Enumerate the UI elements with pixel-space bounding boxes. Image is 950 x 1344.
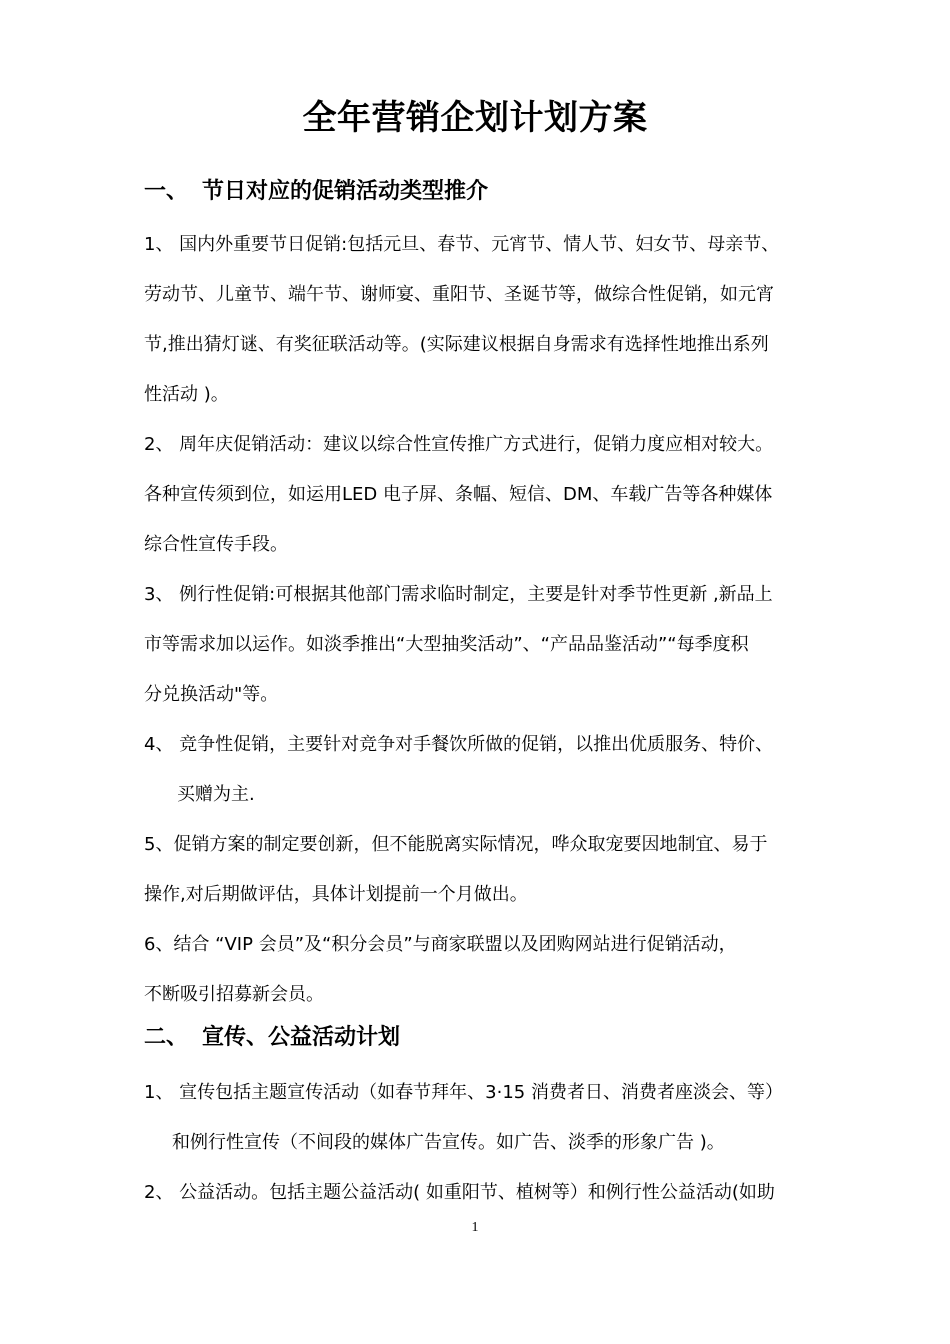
paragraph-line: 节,推出猜灯谜、有奖征联活动等。(实际建议根据自身需求有选择性地推出系列 (144, 334, 769, 355)
paragraph-line: 1、 国内外重要节日促销:包括元旦、春节、元宵节、情人节、妇女节、母亲节、 (144, 234, 780, 255)
section-heading-2 (144, 1022, 400, 1054)
paragraph-line: 不断吸引招募新会员。 (144, 984, 324, 1005)
paragraph-line: 市等需求加以运作。如淡季推出“大型抽奖活动”、“产品品鉴活动”“每季度积 (144, 634, 749, 655)
paragraph-line: 5、促销方案的制定要创新，但不能脱离实际情况，哗众取宠要因地制宜、易于 (144, 834, 768, 855)
section-title: 宣传、公益活动计划 (202, 1025, 401, 1050)
paragraph-line: 性活动 )。 (144, 384, 229, 405)
paragraph-line: 分兑换活动"等。 (144, 684, 279, 705)
paragraph-line: 2、 公益活动。包括主题公益活动( 如重阳节、植树等）和例行性公益活动(如助 (144, 1182, 775, 1203)
section-number: 一、 (144, 179, 189, 204)
paragraph-line: 6、结合 “VIP 会员”及“积分会员”与商家联盟以及团购网站进行促销活动， (144, 934, 737, 955)
section-title: 节日对应的促销活动类型推介 (202, 179, 489, 204)
section-number: 二、 (144, 1025, 189, 1050)
paragraph-line: 3、 例行性促销:可根据其他部门需求临时制定，主要是针对季节性更新 ,新品上 (144, 584, 773, 605)
paragraph-line: 4、 竞争性促销，主要针对竞争对手餐饮所做的促销，以推出优质服务、特价、 (144, 734, 774, 755)
paragraph-line: 1、 宣传包括主题宣传活动（如春节拜年、3·15 消费者日、消费者座淡会、等） (144, 1082, 783, 1103)
paragraph-line: 操作,对后期做评估，具体计划提前一个月做出。 (144, 884, 528, 905)
paragraph-line: 买赠为主. (177, 784, 255, 805)
paragraph-line: 综合性宣传手段。 (144, 534, 288, 555)
paragraph-line: 2、 周年庆促销活动：建议以综合性宣传推广方式进行，促销力度应相对较大。 (144, 434, 774, 455)
section-heading-1 (144, 176, 488, 208)
paragraph-line: 和例行性宣传（不间段的媒体广告宣传。如广告、淡季的形象广告 )。 (172, 1132, 725, 1153)
paragraph-line: 各种宣传须到位，如运用LED 电子屏、条幅、短信、DM、车载广告等各种媒体 (144, 484, 773, 505)
page-number: 1 (471, 1220, 479, 1235)
paragraph-line: 劳动节、儿童节、端午节、谢师宴、重阳节、圣诞节等，做综合性促销，如元宵 (144, 284, 774, 305)
document-title: 全年营销企划计划方案 (302, 98, 648, 138)
